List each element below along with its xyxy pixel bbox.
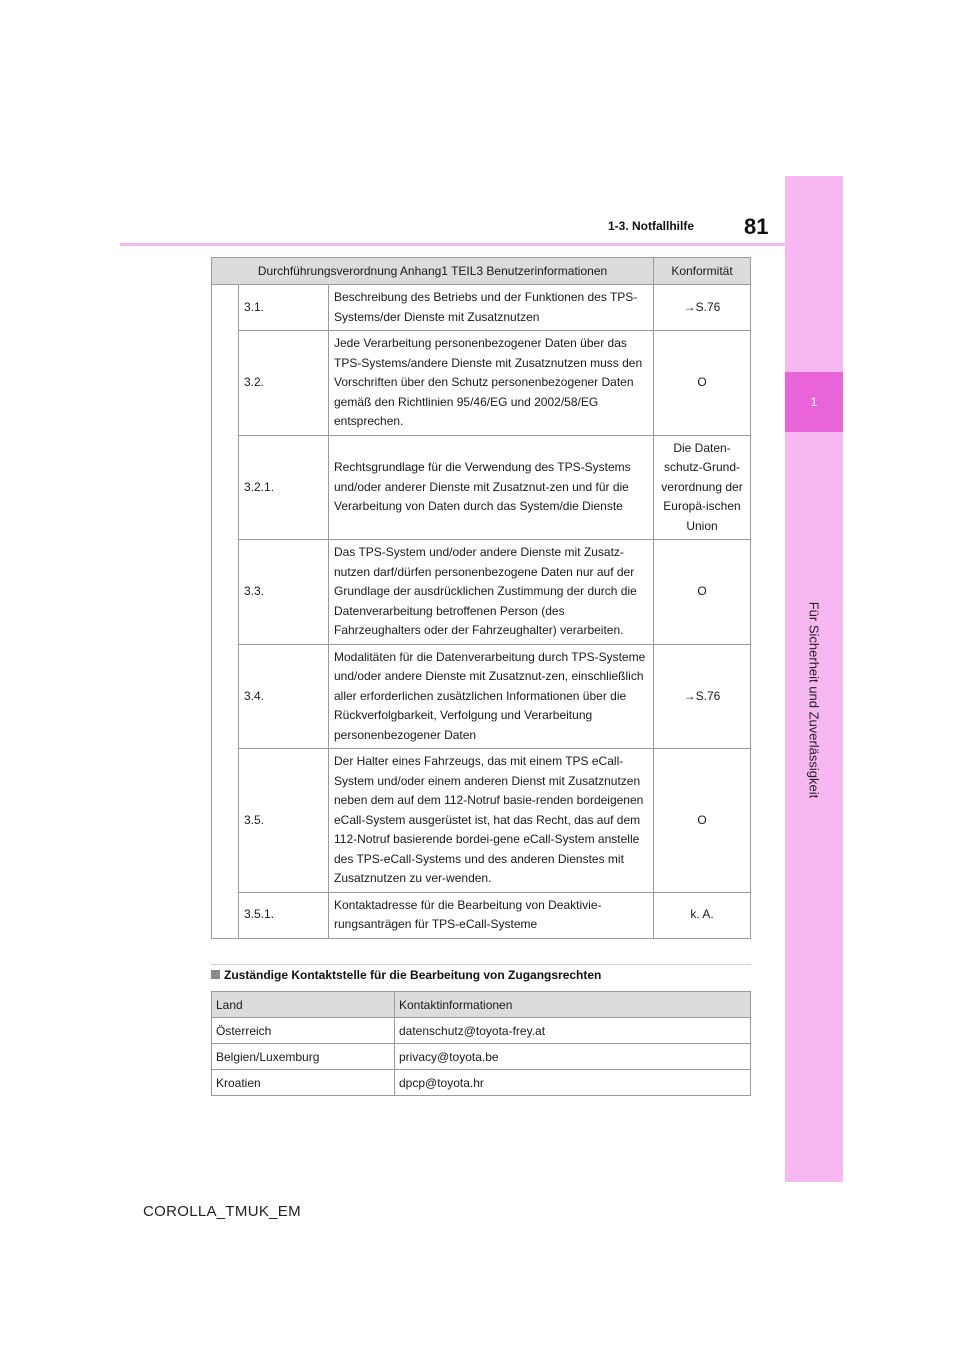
item-conformity: →S.76 (654, 285, 751, 331)
table-row (212, 892, 751, 938)
table-row (212, 435, 751, 540)
item-number: 3.4. (239, 644, 329, 749)
item-number: 3.1. (239, 285, 329, 331)
item-description: Jede Verarbeitung personenbezogener Daten über das TPS-Systems/andere Dienste mit Zusatznutzen muss den Vorschriften über den Schutz personenbezogener Daten gemäß den Richtlinien 95/46/EG und 2002/58/EG entsprechen. (329, 331, 654, 436)
square-bullet-icon (211, 970, 220, 979)
item-number: 3.5.1. (239, 892, 329, 938)
contact-cell: datenschutz@toyota-frey.at (395, 1018, 751, 1044)
contact-heading-text: Zuständige Kontaktstelle für die Bearbeitung von Zugangsrechten (224, 968, 602, 982)
table-row (212, 285, 751, 331)
section-title: 1-3. Notfallhilfe (608, 219, 695, 233)
contact-cell: dpcp@toyota.hr (395, 1070, 751, 1096)
item-number: 3.2.1. (239, 435, 329, 540)
item-number: 3.5. (239, 749, 329, 893)
item-conformity: k. A. (654, 892, 751, 938)
item-number: 3.3. (239, 540, 329, 645)
chapter-number: 1 (785, 372, 843, 432)
item-description: Kontaktadresse für die Bearbeitung von Deaktivie-rungsanträgen für TPS-eCall-Systeme (329, 892, 654, 938)
contact-heading (211, 968, 601, 982)
table-row (212, 749, 751, 893)
model-code: COROLLA_TMUK_EM (143, 1203, 301, 1220)
item-conformity: →S.76 (654, 644, 751, 749)
header-country: Land (212, 992, 395, 1018)
item-conformity: O (654, 331, 751, 436)
table-row (212, 540, 751, 645)
table-row (212, 1018, 751, 1044)
header-conformity: Konformität (654, 258, 751, 285)
table-row (212, 331, 751, 436)
header-regulation: Durchführungsverordnung Anhang1 TEIL3 Benutzerinformationen (212, 258, 654, 285)
item-description: Rechtsgrundlage für die Verwendung des TPS-Systems und/oder anderer Dienste mit Zusatznut-zen und für die Verarbeitung von Daten durch das System/die Dienste (329, 435, 654, 540)
contact-table (211, 991, 751, 1096)
item-description: Der Halter eines Fahrzeugs, das mit einem TPS eCall-System und/oder einem anderen Dienst mit Zusatznutzen neben dem auf dem 112-Notruf basie-renden bordeigenen eCall-System ausgerüstet ist, hat das Recht, das auf dem 112-Notruf basierende bordei-gene eCall-System anstelle des TPS-eCall-Systems und des anderen Dienstes mit Zusatznutzen zu ver-wenden. (329, 749, 654, 893)
country-cell: Belgien/Luxemburg (212, 1044, 395, 1070)
chapter-label: Für Sicherheit und Zuverlässigkeit (806, 601, 822, 799)
indent-cell (212, 285, 239, 939)
item-description: Modalitäten für die Datenverarbeitung durch TPS-Systeme und/oder andere Dienste mit Zusatznut-zen, einschließlich aller erforderlichen zusätzlichen Informationen über die Rückverfolgbarkeit, Verfolgung und Verarbeitung personenbezogener Daten (329, 644, 654, 749)
header-contact: Kontaktinformationen (395, 992, 751, 1018)
section-divider (211, 964, 751, 965)
contact-cell: privacy@toyota.be (395, 1044, 751, 1070)
item-conformity: O (654, 540, 751, 645)
item-number: 3.2. (239, 331, 329, 436)
item-description: Das TPS-System und/oder andere Dienste mit Zusatz-nutzen darf/dürfen personenbezogene Daten nur auf der Grundlage der ausdrücklichen Zustimmung der durch die Datenverarbeitung betroffenen Person (des Fahrzeughalters oder der Fahrzeughalter) verarbeiten. (329, 540, 654, 645)
table-header-row (212, 992, 751, 1018)
country-cell: Kroatien (212, 1070, 395, 1096)
page-number: 81 (744, 214, 769, 239)
table-row (212, 644, 751, 749)
table-header-row (212, 258, 751, 285)
item-conformity: Die Daten-schutz-Grund-verordnung der Europä-ischen Union (654, 435, 751, 540)
table-row (212, 1070, 751, 1096)
header-rule (120, 243, 785, 246)
country-cell: Österreich (212, 1018, 395, 1044)
table-row (212, 1044, 751, 1070)
item-description: Beschreibung des Betriebs und der Funktionen des TPS-Systems/der Dienste mit Zusatznutzen (329, 285, 654, 331)
user-information-table (211, 257, 751, 939)
item-conformity: O (654, 749, 751, 893)
